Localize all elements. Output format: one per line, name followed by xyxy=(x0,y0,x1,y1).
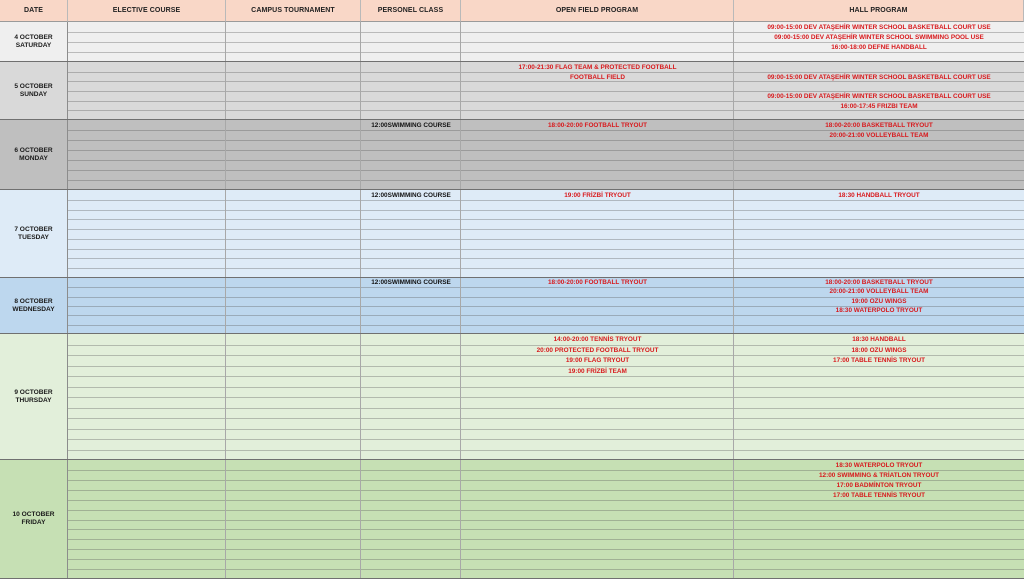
grid-row-line xyxy=(68,200,1024,201)
grid-row-line xyxy=(68,140,1024,141)
open-field-entry: 18:00-20:00 FOOTBALL TRYOUT xyxy=(547,121,648,129)
day-block xyxy=(0,22,1024,62)
date-weekday-label: TUESDAY xyxy=(18,233,49,241)
date-day-label: 8 OCTOBER xyxy=(14,297,53,305)
open-field-entry: 17:00-21:30 FLAG TEAM & PROTECTED FOOTBALL xyxy=(518,63,677,71)
grid-column-line xyxy=(225,22,226,61)
hall-entry: 18:30 WATERPOLO TRYOUT xyxy=(835,461,923,469)
grid-column-line xyxy=(360,62,361,119)
grid-row-line xyxy=(68,52,1024,53)
hall-entry: 09:00-15:00 DEV ATAŞEHİR WINTER SCHOOL BASKETBALL COURT USE xyxy=(767,73,991,81)
grid-row-line xyxy=(68,408,1024,409)
date-day-label: 6 OCTOBER xyxy=(14,146,53,154)
column-header-campus: CAMPUS TOURNAMENT xyxy=(226,0,361,22)
grid-column-line xyxy=(460,190,461,277)
grid-row-line xyxy=(68,219,1024,220)
grid-column-line xyxy=(460,22,461,61)
date-cell xyxy=(0,278,68,333)
grid-column-line xyxy=(360,190,361,277)
hall-entry: 17:00 TABLE TENNİS TRYOUT xyxy=(833,357,925,364)
grid-column-line xyxy=(360,334,361,459)
date-weekday-label: FRIDAY xyxy=(21,519,46,526)
hall-entry: 18:00-20:00 BASKETBALL TRYOUT xyxy=(825,279,933,286)
personel-entry: 12:00SWIMMING COURSE xyxy=(371,191,451,199)
grid-row-line xyxy=(68,268,1024,269)
grid-row-line xyxy=(68,549,1024,550)
grid-row-line xyxy=(68,229,1024,230)
hall-entry: 19:00 OZU WINGS xyxy=(851,298,907,305)
hall-entry: 09:00-15:00 DEV ATAŞEHİR WINTER SCHOOL BASKETBALL COURT USE xyxy=(767,23,991,31)
date-cell xyxy=(0,190,68,277)
grid-column-line xyxy=(225,334,226,459)
column-header-hall: HALL PROGRAM xyxy=(734,0,1024,22)
grid-column-line xyxy=(460,120,461,189)
grid-row-line xyxy=(68,559,1024,560)
day-block xyxy=(0,334,1024,460)
date-day-label: 7 OCTOBER xyxy=(14,225,53,233)
grid-row-line xyxy=(68,160,1024,161)
column-header-elective: ELECTIVE COURSE xyxy=(68,0,226,22)
date-weekday-label: THURSDAY xyxy=(15,396,52,404)
date-cell xyxy=(0,334,68,459)
open-field-entry: FOOTBALL FIELD xyxy=(570,73,625,81)
column-header-date: DATE xyxy=(0,0,68,22)
hall-entry: 18:30 HANDBALL TRYOUT xyxy=(838,191,920,199)
date-cell xyxy=(0,120,68,189)
grid-column-line xyxy=(733,190,734,277)
open-field-entry: 18:00-20:00 FOOTBALL TRYOUT xyxy=(547,279,648,286)
grid-row-line xyxy=(68,520,1024,521)
open-field-entry: 19:00 FLAG TRYOUT xyxy=(565,357,630,364)
grid-row-line xyxy=(68,258,1024,259)
hall-entry: 18:00-20:00 BASKETBALL TRYOUT xyxy=(825,121,933,129)
grid-row-line xyxy=(68,210,1024,211)
open-field-entry: 14:00-20:00 TENNİS TRYOUT xyxy=(553,336,642,343)
date-weekday-label: SUNDAY xyxy=(19,90,48,98)
hall-entry: 18:00 OZU WINGS xyxy=(851,347,907,354)
open-field-entry: 20:00 PROTECTED FOOTBALL TRYOUT xyxy=(536,347,659,354)
grid-row-line xyxy=(68,569,1024,570)
date-weekday-label: SATURDAY xyxy=(15,41,52,49)
grid-row-line xyxy=(68,439,1024,440)
grid-column-line xyxy=(360,460,361,578)
grid-column-line xyxy=(225,278,226,333)
hall-entry: 09:00-15:00 DEV ATAŞEHİR WINTER SCHOOL SWIMMING POOL USE xyxy=(774,33,984,41)
date-day-label: 4 OCTOBER xyxy=(14,33,53,41)
date-cell xyxy=(0,62,68,119)
hall-entry: 17:00 TABLE TENNİS TRYOUT xyxy=(833,491,925,499)
grid-row-line xyxy=(68,325,1024,326)
grid-row-line xyxy=(68,249,1024,250)
grid-row-line xyxy=(68,539,1024,540)
day-block xyxy=(0,190,1024,278)
grid-column-line xyxy=(225,190,226,277)
hall-entry: 18:30 WATERPOLO TRYOUT xyxy=(835,307,923,314)
grid-row-line xyxy=(68,315,1024,316)
hall-entry: 12:00 SWIMMING & TRİATLON TRYOUT xyxy=(818,471,939,479)
grid-row-line xyxy=(68,180,1024,181)
grid-row-line xyxy=(68,450,1024,451)
hall-entry: 16:00-17:45 FRIZBI TEAM xyxy=(840,102,918,110)
grid-column-line xyxy=(360,22,361,61)
personel-entry: 12:00SWIMMING COURSE xyxy=(371,121,451,129)
hall-entry: 17:00 BADMİNTON TRYOUT xyxy=(836,481,922,489)
date-day-label: 5 OCTOBER xyxy=(14,82,53,90)
column-header-personel: PERSONEL CLASS xyxy=(361,0,461,22)
grid-row-line xyxy=(68,510,1024,511)
hall-entry: 20:00-21:00 VOLLEYBALL TEAM xyxy=(829,288,929,295)
grid-row-line xyxy=(68,500,1024,501)
personel-entry: 12:00SWIMMING COURSE xyxy=(371,279,451,286)
day-block xyxy=(0,278,1024,334)
open-field-entry: 19:00 FRİZBİ TEAM xyxy=(568,368,627,375)
grid-column-line xyxy=(360,120,361,189)
grid-row-line xyxy=(68,429,1024,430)
hall-entry: 16:00-18:00 DEFNE HANDBALL xyxy=(831,43,927,51)
day-block xyxy=(0,460,1024,579)
grid-row-line xyxy=(68,150,1024,151)
grid-row-line xyxy=(68,387,1024,388)
grid-row-line xyxy=(68,239,1024,240)
date-cell xyxy=(0,22,68,61)
day-block xyxy=(0,62,1024,120)
date-weekday-label: WEDNESDAY xyxy=(12,305,55,313)
hall-entry: 20:00-21:00 VOLLEYBALL TEAM xyxy=(829,131,929,139)
grid-row-line xyxy=(68,418,1024,419)
column-header-open_field: OPEN FIELD PROGRAM xyxy=(461,0,734,22)
hall-entry: 18:30 HANDBALL xyxy=(852,336,906,343)
date-day-label: 9 OCTOBER xyxy=(14,388,53,396)
grid-column-line xyxy=(225,120,226,189)
grid-row-line xyxy=(68,170,1024,171)
open-field-entry: 19:00 FRİZBİ TRYOUT xyxy=(564,191,631,199)
day-block xyxy=(0,120,1024,190)
hall-entry: 09:00-15:00 DEV ATAŞEHİR WINTER SCHOOL BASKETBALL COURT USE xyxy=(767,92,991,100)
date-day-label: 10 OCTOBER xyxy=(12,511,55,518)
grid-column-line xyxy=(225,62,226,119)
grid-row-line xyxy=(68,529,1024,530)
grid-column-line xyxy=(460,460,461,578)
grid-row-line xyxy=(68,397,1024,398)
grid-column-line xyxy=(225,460,226,578)
date-cell xyxy=(0,460,68,578)
date-weekday-label: MONDAY xyxy=(19,154,48,162)
